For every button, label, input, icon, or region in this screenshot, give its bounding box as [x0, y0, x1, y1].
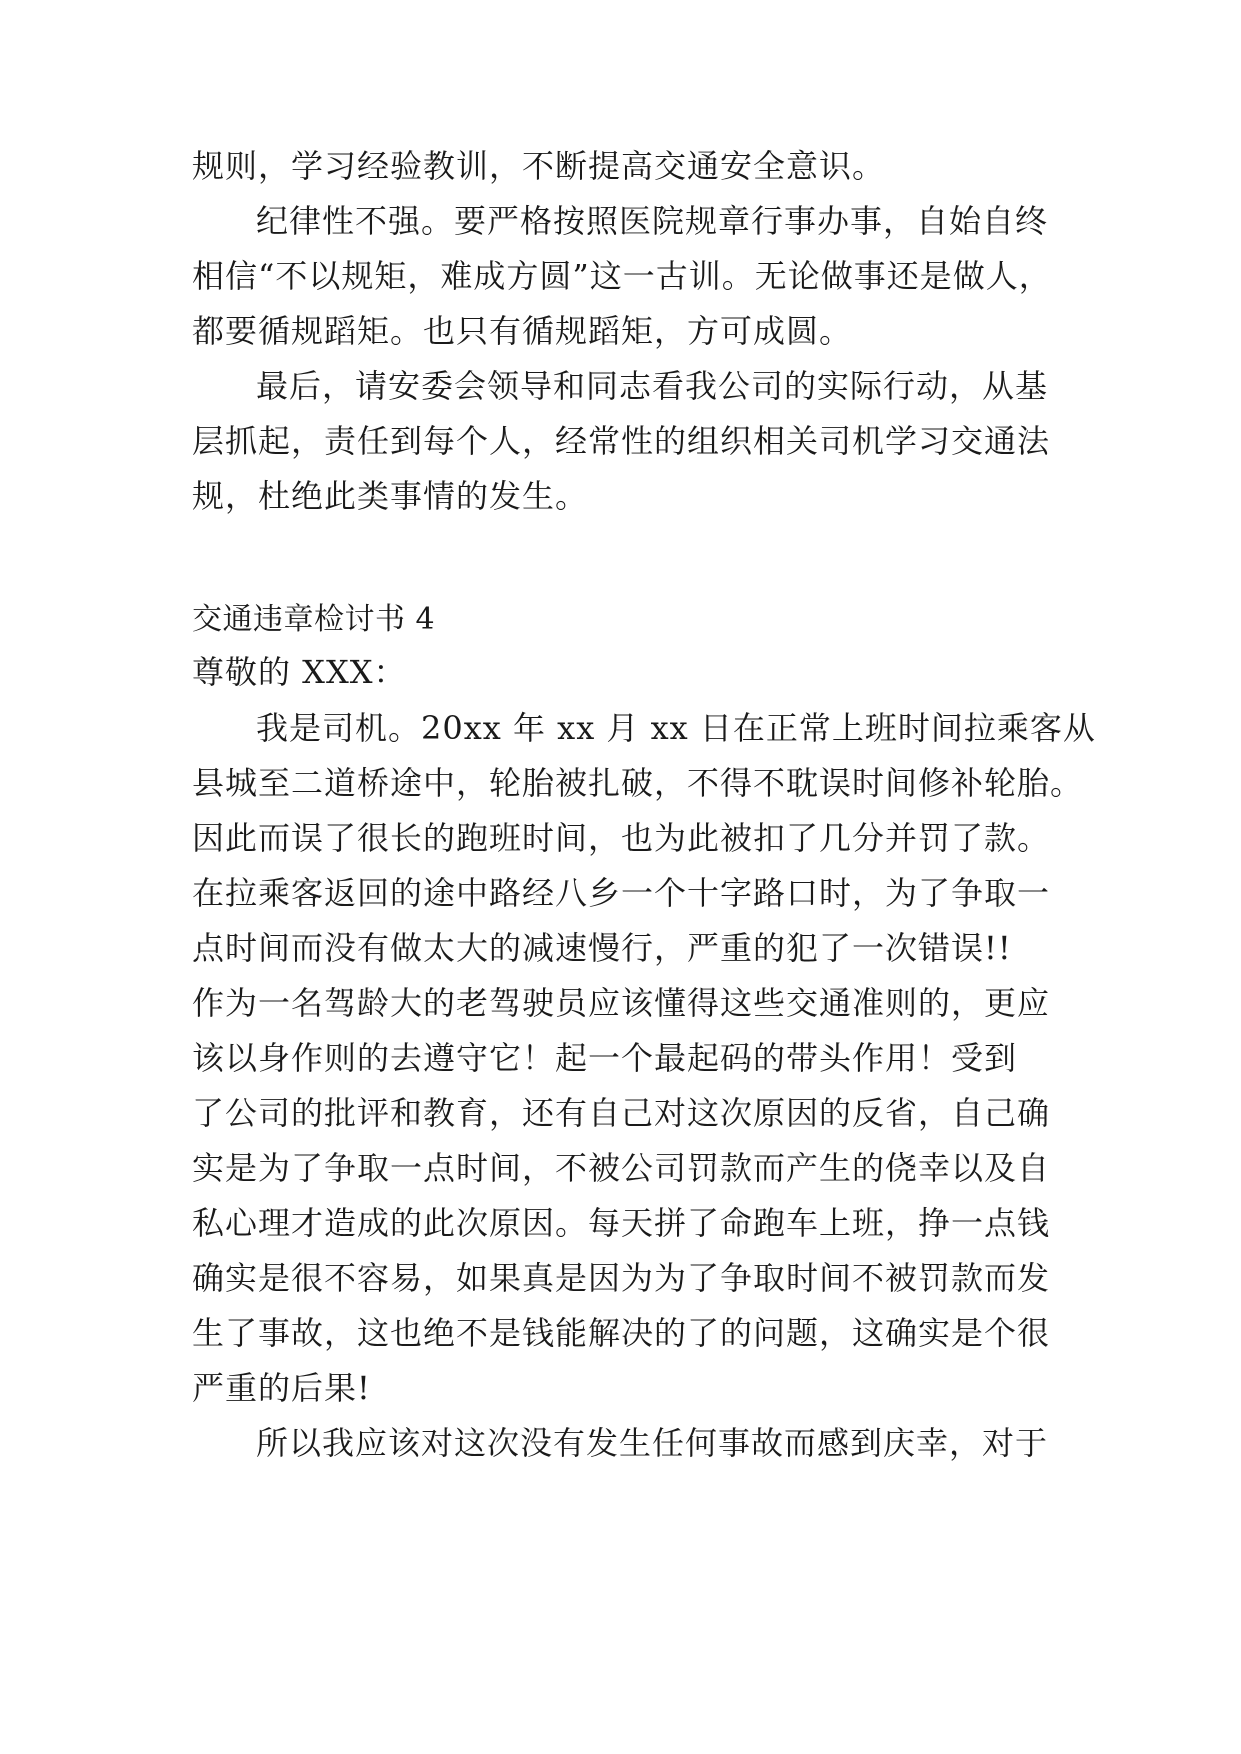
paragraph-line: 最后，请安委会领导和同志看我公司的实际行动，从基	[256, 367, 1049, 405]
salutation: 尊敬的 XXX：	[192, 653, 407, 691]
paragraph-line: 在拉乘客返回的途中路经八乡一个十字路口时，为了争取一	[192, 874, 1051, 912]
paragraph-line: 私心理才造成的此次原因。每天拼了命跑车上班，挣一点钱	[192, 1204, 1051, 1242]
paragraph-line: 所以我应该对这次没有发生任何事故而感到庆幸，对于	[256, 1424, 1049, 1462]
paragraph-line: 纪律性不强。要严格按照医院规章行事办事，自始自终	[256, 202, 1049, 240]
paragraph-line: 作为一名驾龄大的老驾驶员应该懂得这些交通准则的，更应	[192, 984, 1051, 1022]
paragraph-line: 严重的后果!	[192, 1369, 371, 1407]
paragraph-line: 了公司的批评和教育，还有自己对这次原因的反省，自己确	[192, 1094, 1051, 1132]
paragraph-line: 相信“不以规矩，难成方圆”这一古训。无论做事还是做人，	[192, 257, 1052, 295]
paragraph-line: 点时间而没有做太大的减速慢行，严重的犯了一次错误!!	[192, 929, 1012, 967]
paragraph-line: 我是司机。20xx 年 xx 月 xx 日在正常上班时间拉乘客从	[256, 709, 1096, 747]
paragraph-line: 生了事故，这也绝不是钱能解决的了的问题，这确实是个很	[192, 1314, 1051, 1352]
paragraph-line: 都要循规蹈矩。也只有循规蹈矩，方可成圆。	[192, 312, 853, 350]
paragraph-line: 规则，学习经验教训，不断提高交通安全意识。	[192, 147, 886, 185]
paragraph-line: 层抓起，责任到每个人，经常性的组织相关司机学习交通法	[192, 422, 1051, 460]
paragraph-line: 县城至二道桥途中，轮胎被扎破，不得不耽误时间修补轮胎。	[192, 764, 1084, 802]
paragraph-line: 该以身作则的去遵守它！起一个最起码的带头作用！受到	[192, 1039, 1018, 1077]
paragraph-line: 确实是很不容易，如果真是因为为了争取时间不被罚款而发	[192, 1259, 1051, 1297]
paragraph-line: 因此而误了很长的跑班时间，也为此被扣了几分并罚了款。	[192, 819, 1051, 857]
paragraph-line: 实是为了争取一点时间，不被公司罚款而产生的侥幸以及自	[192, 1149, 1051, 1187]
paragraph-line: 规，杜绝此类事情的发生。	[192, 477, 589, 515]
section-title: 交通违章检讨书 4	[192, 602, 436, 637]
